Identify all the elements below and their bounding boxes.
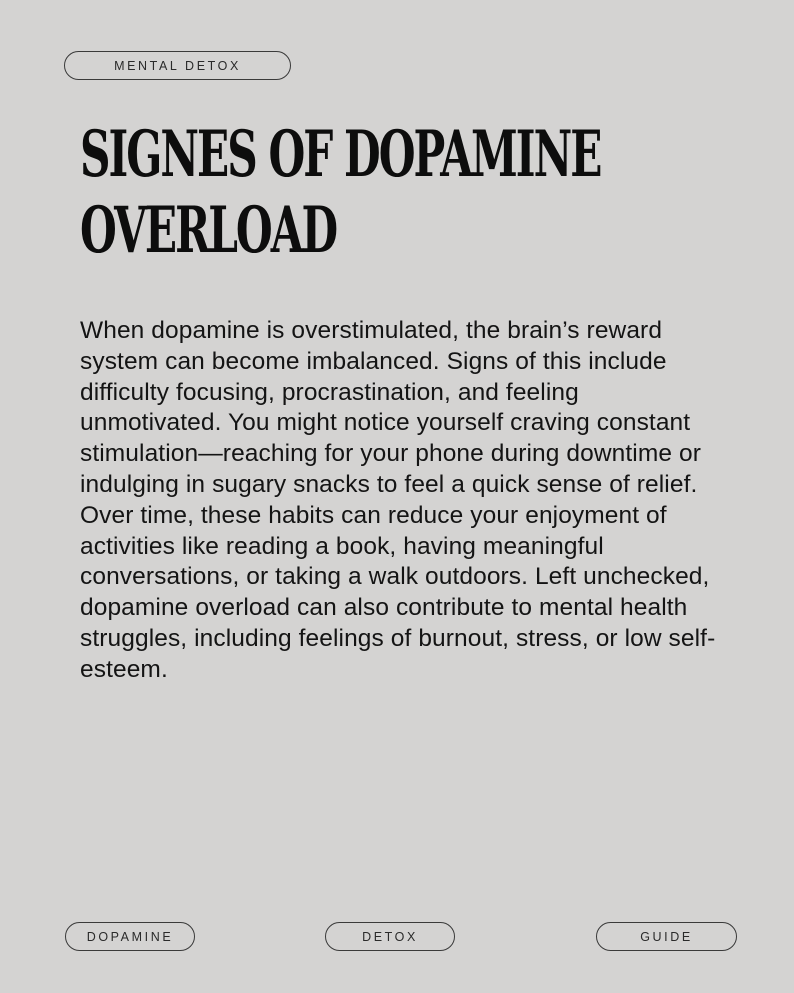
- footer-tag-detox: [325, 922, 455, 951]
- body-paragraph: When dopamine is overstimulated, the brain’s reward system can become imbalanced. Signs of this include difficulty focusing, procrastination, and feeling unmotivated. You might notice yourself craving constant stimulation—reaching for your phone during downtime or indulging in sugary snacks to feel a quick sense of relief. Over time, these habits can reduce your enjoyment of activities like reading a book, having meaningful conversations, or taking a walk outdoors. Left unchecked, dopamine overload can also contribute to mental health struggles, including feelings of burnout, stress, or low self-esteem.: [80, 317, 716, 683]
- footer-tag-guide: [596, 922, 737, 951]
- category-tag: [64, 51, 291, 80]
- footer-tag-label: DETOX: [362, 929, 418, 944]
- category-tag-label: MENTAL DETOX: [114, 58, 241, 73]
- page-title: [80, 117, 601, 269]
- footer-tag-label: GUIDE: [640, 929, 693, 944]
- footer-tag-dopamine: [65, 922, 195, 951]
- page-title-line-2: OVERLOAD: [80, 193, 337, 268]
- page-title-line-1: SIGNES OF DOPAMINE: [80, 117, 601, 192]
- footer-tag-label: DOPAMINE: [86, 929, 174, 944]
